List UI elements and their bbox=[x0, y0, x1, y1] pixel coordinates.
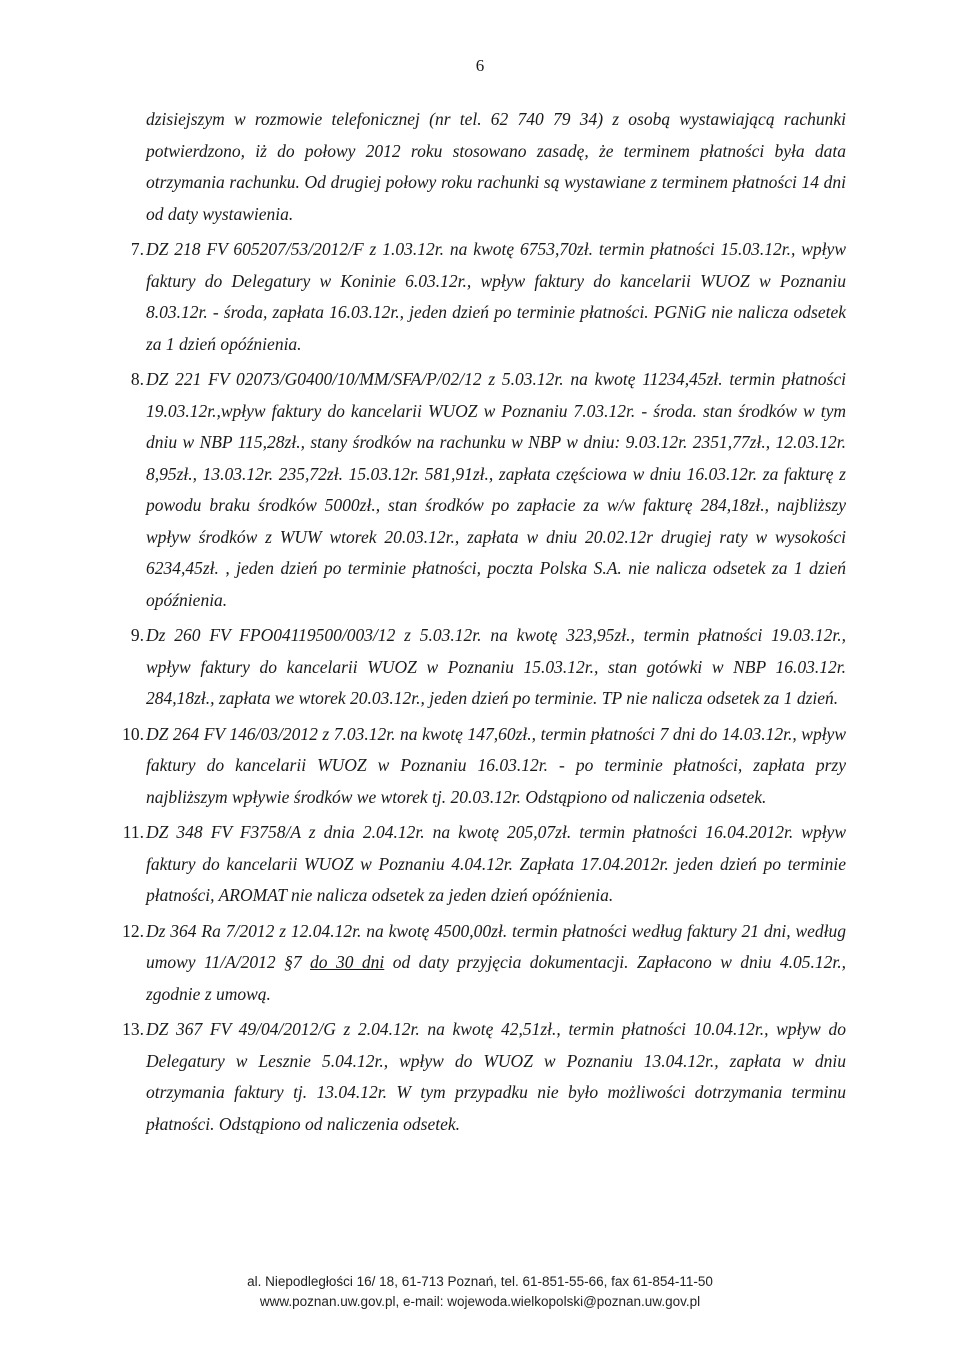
list-item-10 bbox=[122, 719, 846, 814]
list-item-7 bbox=[130, 234, 846, 360]
document-body bbox=[122, 104, 846, 1140]
list-item-12 bbox=[122, 916, 846, 1011]
list-item-13 bbox=[122, 1014, 846, 1140]
item-text: DZ 348 FV F3758/A z dnia 2.04.12r. na kwotę 205,07zł. termin płatności 16.04.2012r. wpływ faktury do kancelarii WUOZ w Poznaniu 4.04.12r. Zapłata 17.04.2012r. jeden dzień po terminie płatności, AROMAT nie nalicza odsetek za jeden dzień opóźnienia. bbox=[146, 822, 846, 905]
item-number: 12. bbox=[122, 920, 144, 941]
item-text-after: od daty przyjęcia dokumentacji. Zapłacono w dniu 4.05.12r., zgodnie z umową. bbox=[146, 952, 846, 1004]
item-number: 10. bbox=[122, 723, 144, 744]
list-item-8 bbox=[130, 364, 846, 616]
item-text: Dz 260 FV FPO04119500/003/12 z 5.03.12r. na kwotę 323,95zł., termin płatności 19.03.12r., wpływ faktury do kancelarii WUOZ w Poznaniu 15.03.12r., stan gotówki w NBP 16.03.12r. 284,18zł., zapłata we wtorek 20.03.12r., jeden dzień po terminie. TP nie nalicza odsetek za 1 dzień. bbox=[146, 625, 846, 708]
page-footer bbox=[0, 1272, 960, 1312]
item-text-underlined: do 30 dni bbox=[310, 952, 385, 972]
list-item-9 bbox=[130, 620, 846, 715]
intro-paragraph: dzisiejszym w rozmowie telefonicznej (nr tel. 62 740 79 34) z osobą wystawiającą rachunki potwierdzono, iż do połowy 2012 roku stosowano zasadę, że terminem płatności była data otrzymania rachunku. Od drugiej połowy roku rachunki są wystawiane z terminem płatności 14 dni od daty wystawienia. bbox=[146, 109, 846, 224]
item-text: DZ 264 FV 146/03/2012 z 7.03.12r. na kwotę 147,60zł., termin płatności 7 dni do 14.03.12r., wpływ faktury do kancelarii WUOZ w Poznaniu 16.03.12r. - po terminie płatności, zapłata przy najbliższym wpływie środków we wtorek tj. 20.03.12r. Odstąpiono od naliczenia odsetek. bbox=[146, 723, 846, 807]
footer-address: al. Niepodległości 16/ 18, 61-713 Poznań, tel. 61-851-55-66, fax 61-854-11-50 bbox=[247, 1274, 713, 1289]
item-text: DZ 367 FV 49/04/2012/G z 2.04.12r. na kwotę 42,51zł., termin płatności 10.04.12r., wpływ do Delegatury w Lesznie 5.04.12r., wpływ do WUOZ w Poznaniu 13.04.12r., zapłata w dniu otrzymania faktury tj. 13.04.12r. W tym przypadku nie było możliwości dotrzymania terminu płatności. Odstąpiono od naliczenia odsetek. bbox=[146, 1019, 846, 1134]
page-number: 6 bbox=[475, 56, 485, 75]
item-number: 9. bbox=[130, 625, 144, 645]
item-text: DZ 218 FV 605207/53/2012/F z 1.03.12r. na kwotę 6753,70zł. termin płatności 15.03.12r., wpływ faktury do Delegatury w Koninie 6.03.12r., wpływ faktury do kancelarii WUOZ w Poznaniu 8.03.12r. - środa, zapłata 16.03.12r., jeden dzień po terminie płatności. PGNiG nie nalicza odsetek za 1 dzień opóźnienia. bbox=[146, 239, 846, 354]
item-number: 7. bbox=[130, 239, 144, 259]
list-item-11 bbox=[122, 817, 846, 912]
item-text: DZ 221 FV 02073/G0400/10/MM/SFA/P/02/12 z 5.03.12r. na kwotę 11234,45zł. termin płatności 19.03.12r.,wpływ faktury do kancelarii WUOZ w Poznaniu 7.03.12r. - środa. stan środków w tym dniu w NBP 115,28zł., stany środków na rachunku w NBP w dniu: 9.03.12r. 2351,77zł., 12.03.12r. 8,95zł., 13.03.12r. 235,72zł. 15.03.12r. 581,91zł., zapłata częściowa w dniu 16.03.12r. za fakturę z powodu braku środków 5000zł., stan środków po zapłacie za w/w fakturę 284,18zł., najbliższy wpływ środków z WUW wtorek 20.03.12r., zapłata w dniu 20.02.12r drugiej raty w wysokości 6234,45zł. , jeden dzień po terminie płatności, poczta Polska S.A. nie nalicza odsetek za 1 dzień opóźnienia. bbox=[146, 369, 846, 610]
footer-contact: www.poznan.uw.gov.pl, e-mail: wojewoda.wielkopolski@poznan.uw.gov.pl bbox=[259, 1294, 701, 1309]
item-number: 11. bbox=[122, 822, 144, 842]
item-text-before: Dz 364 Ra 7/2012 z 12.04.12r. na kwotę 4500,00zł. termin płatności według faktury 21 dni, według umowy 11/A/2012 §7 bbox=[146, 920, 846, 972]
item-number: 8. bbox=[130, 369, 144, 389]
item-number: 13. bbox=[122, 1019, 144, 1039]
